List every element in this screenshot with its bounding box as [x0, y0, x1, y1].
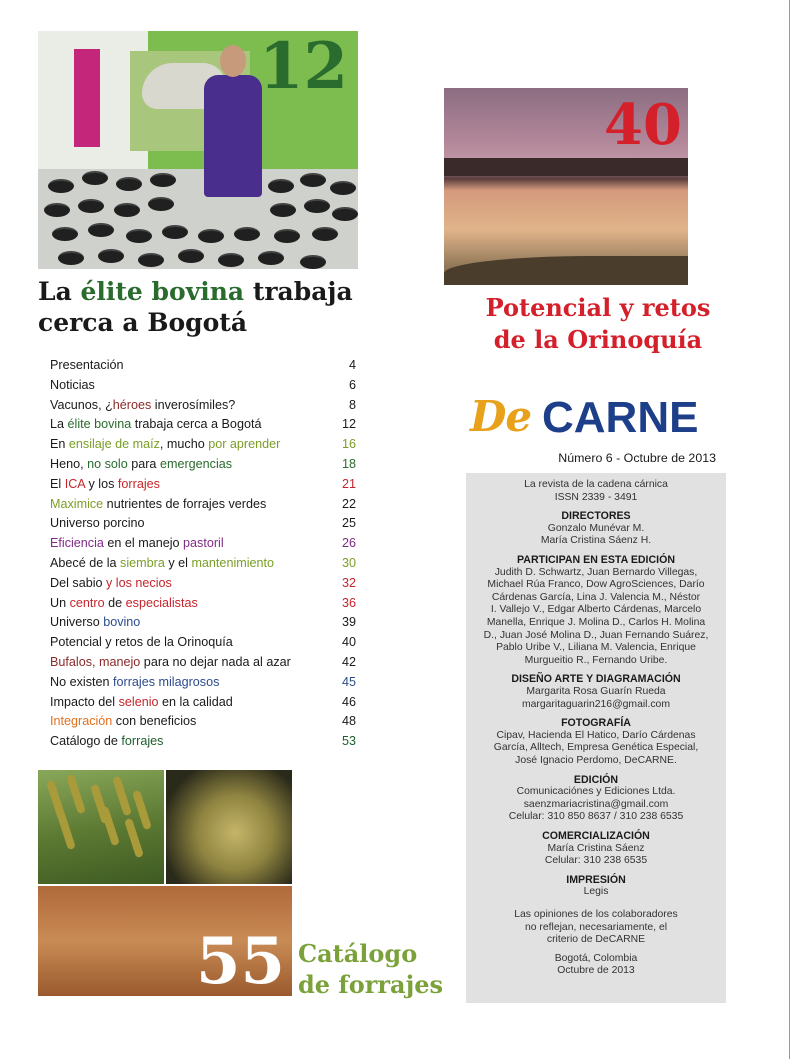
toc-entry-title — [50, 437, 280, 451]
credits-heading: DIRECTORES — [561, 510, 631, 523]
toc-page-number: 30 — [341, 555, 356, 570]
credits-heading: FOTOGRAFÍA — [561, 717, 631, 730]
credits-line: Las opiniones de los colaboradores — [514, 909, 678, 920]
toc-title-segment: No existen — [50, 674, 113, 689]
toc-entry[interactable] — [50, 415, 356, 435]
toc-page-number: 4 — [348, 358, 356, 372]
toc-title-segment: La — [50, 417, 68, 432]
toc-entry[interactable] — [50, 475, 356, 495]
toc-title-segment: trabaja cerca a Bogotá — [131, 417, 262, 432]
toc-title-segment: Abecé de la — [50, 555, 121, 570]
incubator-shape — [82, 171, 108, 185]
toc-page-number: 22 — [341, 496, 356, 511]
credits-line: Celular: 310 850 8637 / 310 238 6535 — [508, 811, 684, 823]
credits-line: Celular: 310 238 6535 — [544, 855, 648, 867]
toc-title-segment: en la calidad — [158, 694, 233, 709]
feature-photo-cattle-lab — [38, 31, 358, 269]
incubator-shape — [268, 179, 294, 193]
toc-entry[interactable] — [50, 356, 356, 376]
toc-title-segment: selenio — [118, 694, 159, 709]
toc-title-segment: y los necios — [106, 575, 172, 590]
grass-seedhead-shape — [124, 818, 144, 859]
toc-entry[interactable] — [50, 396, 356, 416]
toc-title-segment: mantenimiento — [191, 555, 275, 570]
magazine-logo — [470, 392, 730, 444]
toc-title-segment: élite bovina — [67, 417, 132, 432]
toc-page-number: 36 — [341, 595, 356, 610]
credits-line: Cipav, Hacienda El Hatico, Darío Cárdenas — [496, 729, 696, 741]
toc-title-segment: Un — [50, 595, 70, 610]
credits-heading: DISEÑO ARTE Y DIAGRAMACIÓN — [511, 673, 681, 686]
incubator-shape — [88, 223, 114, 237]
incubator-shape — [48, 179, 74, 193]
credits-line: no reflejan, necesariamente, el — [524, 921, 668, 933]
photo-person — [204, 75, 262, 197]
toc-title-segment: Catálogo de — [50, 734, 122, 749]
page-edge-rule — [789, 0, 790, 1059]
toc-title-segment: siembra — [120, 555, 165, 570]
toc-page-number: 12 — [341, 417, 356, 432]
feature-title[interactable] — [298, 938, 458, 1000]
photo-banner — [74, 49, 100, 147]
toc-title-segment: por aprender — [208, 437, 281, 452]
toc-title-segment: pastoril — [183, 536, 224, 551]
feature-page-number: 55 — [196, 924, 286, 999]
toc-entry[interactable] — [50, 455, 356, 475]
feature-title-line1: Catálogo — [298, 939, 418, 968]
incubator-shape — [116, 177, 142, 191]
toc-title-segment: bovino — [103, 615, 141, 630]
toc-title-segment: Universo — [50, 615, 104, 630]
feature-page-number: 12 — [258, 31, 348, 104]
toc-title-segment: y los — [85, 476, 118, 491]
toc-title-segment: de — [104, 595, 126, 610]
table-of-contents — [50, 356, 356, 752]
toc-page-number: 6 — [348, 377, 356, 392]
credits-heading: EDICIÓN — [573, 773, 619, 786]
credits-heading: PARTICIPAN EN ESTA EDICIÓN — [517, 554, 675, 566]
credits-box — [466, 473, 726, 1003]
toc-entry[interactable] — [50, 633, 356, 653]
credits-line: margaritaguarin216@gmail.com — [521, 698, 670, 710]
toc-title-segment: , mucho — [159, 437, 209, 452]
toc-entry-title — [50, 497, 266, 511]
toc-title-segment: y el — [164, 555, 192, 570]
issue-line: Número 6 - Octubre de 2013 — [558, 451, 716, 465]
toc-page-number: 48 — [341, 714, 356, 729]
toc-title-segment: héroes — [112, 397, 152, 412]
toc-entry[interactable] — [50, 653, 356, 673]
toc-title-segment: en el manejo — [103, 536, 184, 551]
credits-line: Margarita Rosa Guarín Rueda — [526, 686, 666, 697]
toc-entry[interactable] — [50, 534, 356, 554]
logo-carne-text: CARNE — [542, 393, 699, 442]
toc-entry-title — [50, 477, 160, 491]
toc-title-segment: Bufalos, manejo — [50, 654, 141, 669]
credits-line: José Ignacio Perdomo, DeCARNE. — [515, 755, 677, 766]
toc-entry[interactable] — [50, 554, 356, 574]
toc-entry[interactable] — [50, 376, 356, 396]
toc-page-number: 18 — [341, 456, 356, 471]
incubator-shape — [270, 203, 296, 217]
photo-silage — [166, 770, 292, 884]
toc-title-segment: inverosímiles? — [151, 397, 236, 412]
credits-line: Octubre de 2013 — [557, 965, 635, 977]
incubator-shape — [274, 229, 300, 243]
incubator-shape — [126, 229, 152, 243]
incubator-shape — [114, 203, 140, 217]
credits-line: criterio de DeCARNE — [546, 934, 646, 946]
feature-title-pre: La — [38, 277, 81, 306]
credits-heading: IMPRESIÓN — [566, 873, 626, 886]
toc-title-segment: para — [127, 456, 160, 471]
toc-page-number: 32 — [341, 575, 356, 590]
grass-seedhead-shape — [56, 810, 76, 851]
photo-treeline — [444, 158, 688, 176]
feature-title[interactable] — [466, 292, 730, 356]
incubator-shape — [332, 207, 358, 221]
feature-title-post: trabaja — [244, 277, 353, 306]
toc-entry-title — [50, 596, 198, 610]
incubator-shape — [258, 251, 284, 265]
toc-entry-title — [50, 516, 145, 530]
toc-title-segment: Maximice — [50, 496, 104, 511]
credits-line: Bogotá, Colombia — [554, 952, 638, 964]
toc-title-segment: Vacunos, ¿ — [50, 397, 113, 412]
credits-line: Cárdenas García, Lina J. Valencia M., Néstor — [491, 591, 701, 603]
toc-title-segment: con beneficios — [112, 714, 197, 729]
toc-page-number: 25 — [341, 516, 356, 531]
incubator-shape — [234, 227, 260, 241]
credits-line: Manella, Enrique J. Molina D., Carlos H. Molina — [486, 617, 706, 628]
credits-line: Gonzalo Munévar M. — [547, 522, 645, 534]
credits-line: Judith D. Schwartz, Juan Bernardo Villegas, — [494, 566, 698, 578]
toc-page-number: 26 — [341, 536, 356, 551]
toc-title-segment: forrajes milagrosos — [113, 674, 220, 689]
incubator-shape — [52, 227, 78, 241]
toc-title-segment: ensilaje de maíz — [68, 437, 160, 452]
credits-line: D., Juan José Molina D., Juan Fernando Suárez, — [483, 629, 709, 641]
credits-line: Comunicaciónes y Ediciones Ltda. — [516, 786, 676, 798]
toc-title-segment: Presentación — [50, 358, 124, 372]
credits-line: García, Alltech, Empresa Genética Especial, — [493, 742, 699, 754]
photo-grass — [38, 770, 164, 884]
toc-entry[interactable] — [50, 712, 356, 732]
grass-seedhead-shape — [132, 790, 152, 831]
toc-title-segment: para no dejar nada al azar — [140, 654, 291, 669]
toc-title-segment: Eficiencia — [50, 536, 104, 551]
toc-title-segment: Noticias — [50, 377, 95, 392]
toc-entry-title — [50, 576, 172, 590]
grass-seedhead-shape — [66, 774, 86, 815]
incubator-shape — [300, 255, 326, 269]
toc-entry[interactable] — [50, 732, 356, 752]
incubator-shape — [98, 249, 124, 263]
toc-page-number: 21 — [341, 476, 356, 491]
toc-title-segment: En — [50, 437, 69, 452]
incubator-shape — [78, 199, 104, 213]
toc-entry-title — [50, 675, 219, 689]
grass-seedhead-shape — [100, 806, 120, 847]
toc-entry-title — [50, 378, 95, 392]
incubator-shape — [198, 229, 224, 243]
credits-line: Legis — [583, 886, 609, 898]
credits-line: Murgueitio R., Fernando Uribe. — [524, 654, 668, 666]
toc-entry[interactable] — [50, 435, 356, 455]
photo-shore — [444, 256, 688, 285]
grass-seedhead-shape — [112, 776, 132, 817]
incubator-shape — [138, 253, 164, 267]
toc-title-segment: Impacto del — [50, 694, 119, 709]
credits-line: I. Vallejo V., Edgar Alberto Cárdenas, Marcelo — [490, 604, 702, 616]
feature-photo-orinoquia — [444, 88, 688, 285]
feature-title-line2: de forrajes — [298, 970, 444, 999]
incubator-shape — [300, 173, 326, 187]
toc-title-segment: nutrientes de forrajes verdes — [103, 496, 267, 511]
toc-title-segment: especialistas — [125, 595, 198, 610]
toc-entry-title — [50, 734, 163, 748]
feature-title-highlight: élite bovina — [80, 277, 245, 306]
toc-page-number: 16 — [341, 437, 356, 452]
toc-title-segment: Heno, — [50, 456, 88, 471]
credits-line: María Cristina Sáenz — [547, 842, 645, 854]
toc-page-number: 39 — [341, 615, 356, 630]
credits-line: Michael Rúa Franco, Dow AgroSciences, Darío — [487, 579, 705, 591]
toc-entry[interactable] — [50, 574, 356, 594]
incubator-shape — [330, 181, 356, 195]
toc-title-segment: centro — [69, 595, 105, 610]
logo-de-text: De — [470, 392, 532, 441]
incubator-shape — [178, 249, 204, 263]
incubator-shape — [44, 203, 70, 217]
toc-entry-title — [50, 417, 261, 431]
feature-title[interactable] — [38, 276, 368, 338]
feature-title-line1: Potencial y retos — [485, 293, 711, 322]
toc-title-segment: forrajes — [121, 734, 164, 749]
incubator-shape — [148, 197, 174, 211]
toc-title-segment: El — [50, 476, 65, 491]
credits-line: ISSN 2339 - 3491 — [554, 491, 638, 503]
toc-title-segment: Universo porcino — [50, 516, 145, 531]
credits-line: La revista de la cadena cárnica — [524, 479, 668, 490]
feature-title-line2: de la Orinoquía — [493, 325, 703, 354]
credits-line: María Cristina Sáenz H. — [540, 535, 652, 547]
credits-heading: COMERCIALIZACIÓN — [542, 830, 650, 842]
toc-entry-title — [50, 457, 232, 471]
toc-page-number: 8 — [348, 397, 356, 412]
incubator-shape — [150, 173, 176, 187]
incubator-shape — [312, 227, 338, 241]
toc-title-segment: Integración — [50, 714, 113, 729]
photo-person-head — [220, 45, 246, 77]
toc-title-segment: ICA — [64, 476, 86, 491]
credits-line: Pablo Uribe V., Liliana M. Valencia, Enrique — [496, 642, 696, 654]
toc-title-segment: Potencial y retos de la Orinoquía — [50, 635, 233, 650]
toc-page-number: 53 — [341, 734, 356, 749]
toc-entry-title — [50, 398, 235, 412]
toc-entry[interactable] — [50, 613, 356, 633]
toc-page-number: 46 — [341, 694, 356, 709]
credits-line: saenzmariacristina@gmail.com — [523, 798, 669, 810]
toc-entry-title — [50, 536, 224, 550]
feature-page-number: 40 — [604, 92, 682, 158]
toc-entry[interactable] — [50, 693, 356, 713]
incubator-shape — [304, 199, 330, 213]
toc-entry-title — [50, 358, 124, 372]
toc-title-segment: emergencias — [159, 456, 233, 471]
toc-entry-title — [50, 714, 196, 728]
toc-page-number: 40 — [341, 635, 356, 650]
incubator-shape — [58, 251, 84, 265]
toc-title-segment: no solo — [87, 456, 128, 471]
incubator-shape — [218, 253, 244, 267]
toc-page-number: 42 — [341, 654, 356, 669]
toc-entry-title — [50, 695, 233, 709]
feature-title-line2: cerca a Bogotá — [38, 308, 248, 337]
toc-entry[interactable] — [50, 514, 356, 534]
toc-entry[interactable] — [50, 495, 356, 515]
toc-page-number: 45 — [341, 674, 356, 689]
toc-entry[interactable] — [50, 594, 356, 614]
toc-title-segment: forrajes — [117, 476, 160, 491]
toc-title-segment: Del sabio — [50, 575, 107, 590]
toc-entry[interactable] — [50, 673, 356, 693]
toc-entry-title — [50, 635, 233, 649]
incubator-shape — [162, 225, 188, 239]
toc-entry-title — [50, 556, 274, 570]
toc-entry-title — [50, 655, 291, 669]
toc-entry-title — [50, 615, 140, 629]
